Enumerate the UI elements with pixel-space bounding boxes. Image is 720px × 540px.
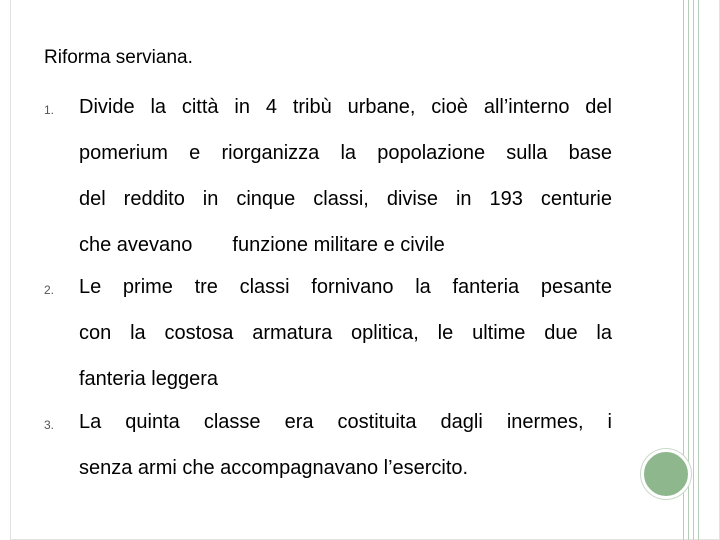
list-item-line-part: funzione militare e civile [232, 234, 445, 256]
list-item-line: fanteria leggera [79, 368, 218, 390]
list-item-number: 1. [44, 103, 55, 117]
list-item-number: 2. [44, 283, 55, 297]
decorative-line [693, 0, 694, 540]
list-item-line: senza armi che accompagnavano l’esercito. [79, 457, 469, 479]
decorative-circle [641, 449, 691, 499]
decorative-line [688, 0, 689, 540]
list-item-line-part: che avevano [79, 234, 193, 256]
list-item-line: con la costosa armatura oplitica, le ultime due la [79, 322, 612, 344]
slide-title: Riforma serviana. [44, 47, 193, 68]
list-item-text [79, 399, 612, 491]
list-item-number: 3. [44, 418, 55, 432]
list-item-text [79, 84, 612, 268]
list-item-line: Le prime tre classi fornivano la fanteria pesante [79, 276, 612, 298]
list-item-line: Divide la città in 4 tribù urbane, cioè all’interno del [79, 96, 612, 118]
decorative-line [698, 0, 699, 540]
list-item-line: pomerium e riorganizza la popolazione sulla base [79, 142, 612, 164]
list-item-text [79, 264, 612, 402]
list-item-line: La quinta classe era costituita dagli inermes, i [79, 411, 612, 433]
list-item-line: del reddito in cinque classi, divise in 193 centurie [79, 188, 612, 210]
list-item-line [79, 222, 612, 268]
